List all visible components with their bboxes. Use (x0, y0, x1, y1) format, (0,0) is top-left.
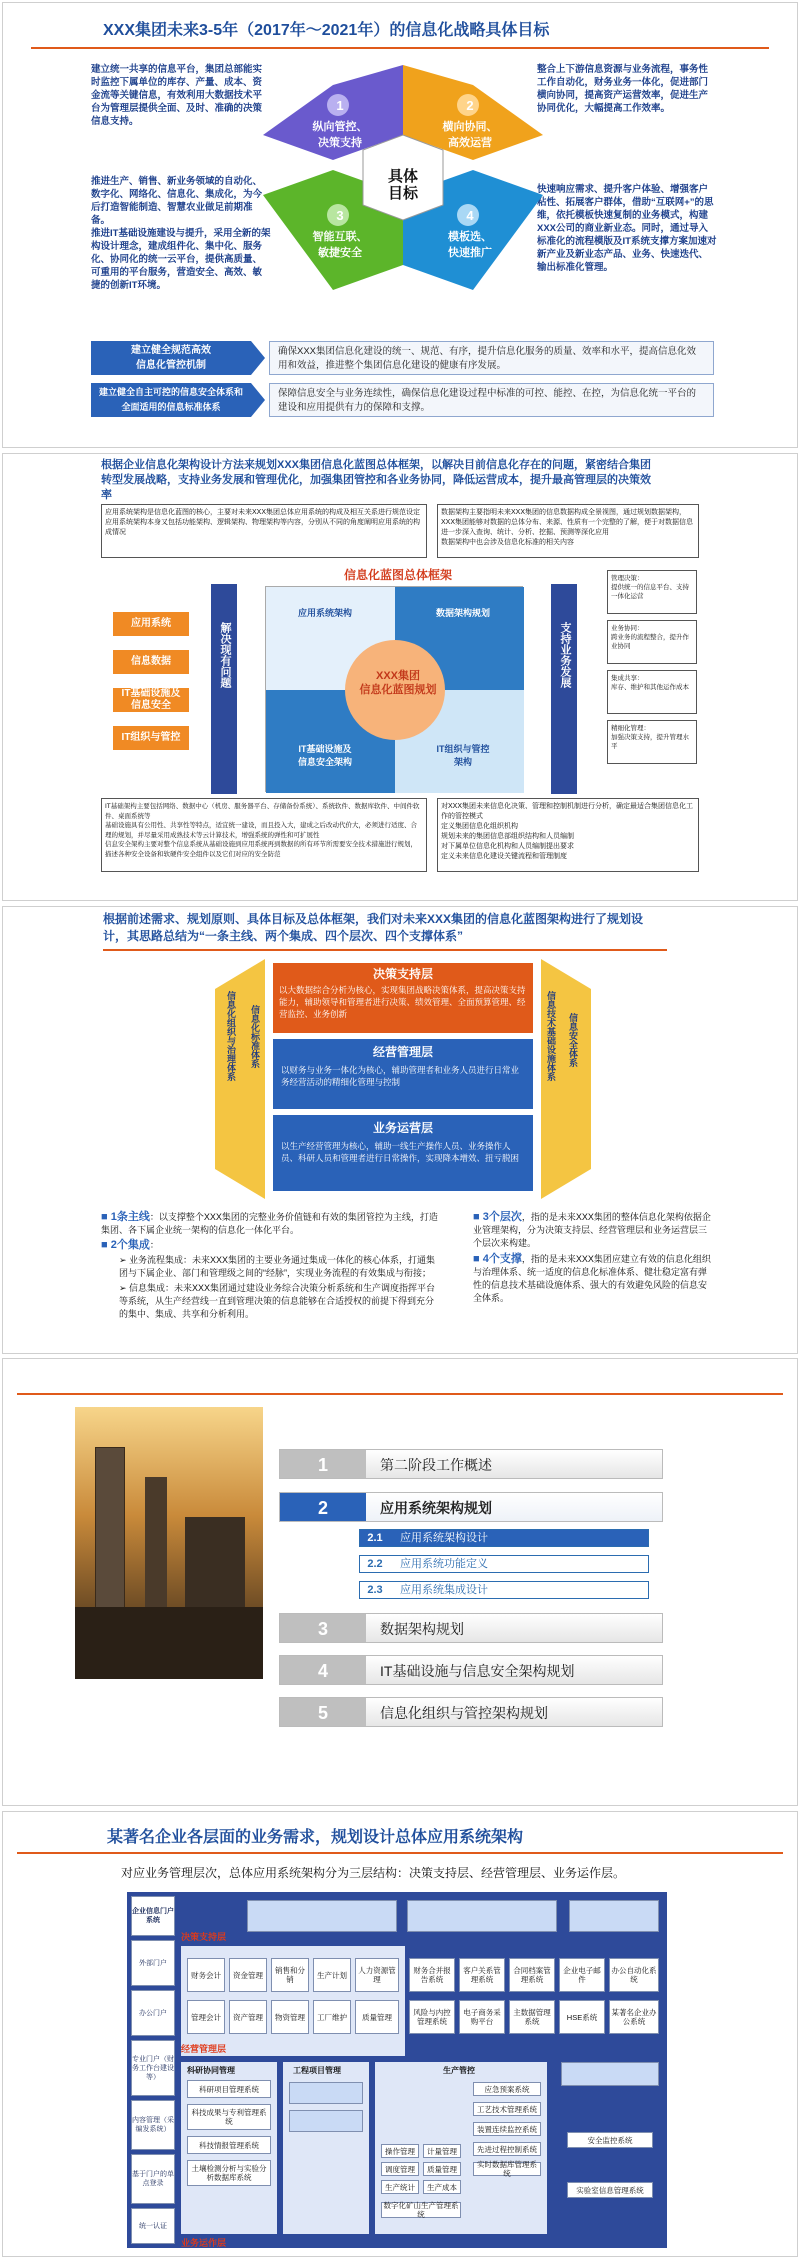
title-divider (103, 949, 667, 951)
agenda-number: 4 (280, 1656, 366, 1684)
points-right (473, 1211, 713, 1305)
agenda-number: 3 (280, 1614, 366, 1642)
agenda-item-5[interactable] (279, 1697, 663, 1727)
arrow-shape (251, 341, 265, 375)
point-supports: ■ 4个支撑，指的是未来XXX集团应建立有效的信息化组织与治理体系、统一适度的信息化标准体系、健壮稳定富有弹性的信息技术基础设施体系、强大的有效避免风险的信息安全体系。 (473, 1253, 711, 1303)
system-cell: 财务合并报告系统 (409, 1958, 455, 1992)
engineering-box (289, 2110, 363, 2132)
production-cell: 调度管理 (381, 2162, 419, 2176)
slide-title: XXX集团未来3-5年（2017年～2021年）的信息化战略具体目标 (103, 22, 550, 39)
agenda-label: 数据架构规划 (380, 1621, 464, 1637)
production-title: 生产管控 (443, 2066, 475, 2075)
governance-bar-text: 确保XXX集团信息化建设的统一、规范、有序，提升信息化服务的质量、效率和水平，提高信息化效用和效益，推进整个集团信息化建设的健康有序发展。 (269, 341, 714, 375)
layer-text: 以生产经营管理为核心，辅助一线生产操作人员、业务操作人员、科研人员和管理者进行日常操作，实现降本增效、扭亏脱困 (281, 1141, 520, 1163)
mgmt-cell: 物资管理 (271, 2000, 309, 2034)
agenda-item-1[interactable] (279, 1449, 663, 1479)
system-cell: 合同档案管理系统 (509, 1958, 555, 1992)
mgmt-cell: 资金管理 (229, 1958, 267, 1992)
puzzle-application: 应用系统架构 (297, 608, 352, 618)
point-integration: ■ 2个集成： (101, 1239, 159, 1251)
agenda-sub-label: 应用系统功能定义 (400, 1558, 488, 1570)
intro-text: 根据企业信息化架构设计方法来规划XXX集团信息化蓝图总体框架，以解决目前信息化存在的问题，紧密结合集团转型发展战略，支持业务发展和管理优化，加强集团管控和各业务协同，降低运营成本，提升最高管理层的决策效率 (101, 459, 652, 501)
puzzle-data: 数据架构规划 (435, 608, 490, 618)
agenda-number: 5 (280, 1698, 366, 1726)
agenda-number: 1 (280, 1450, 366, 1478)
goal-text-top-right: 整合上下游信息资源与业务流程，事务性工作自动化，财务业务一体化，促进部门横向协同，提高资产运营效率，促进生产协同优化，大幅提高工作效率。 (537, 64, 709, 114)
portal-label: 企业信息门户系统 (131, 1896, 175, 1936)
slide-title: 某著名企业各层面的业务需求，规划设计总体应用系统架构 (107, 1829, 524, 1846)
right-item-fine-mgmt: 精细化管理： 加强决策支持，提升管理水平 (607, 720, 697, 764)
layer-label-management: 经营管理层 (181, 2044, 227, 2054)
puzzle-infra: IT基础设施及 信息安全架构 (297, 744, 352, 767)
goal-1-number: 1 (336, 98, 344, 113)
goal-1-label: 纵向管控、 决策支持 (312, 121, 368, 149)
slide-application-architecture (2, 1811, 798, 2257)
left-pillar-label-2: 信息化标准体系 (250, 1005, 260, 1068)
goal-2-number: 2 (466, 98, 474, 113)
left-pillar-label: 信息化组织与治理体系 (226, 991, 236, 1081)
agenda-item-3[interactable] (279, 1613, 663, 1643)
system-cell: 某著名企业办公系统 (609, 2000, 659, 2034)
intro-text: 根据前述需求、规划原则、具体目标及总体框架，我们对未来XXX集团的信息化蓝图架构进行了规划设计，其思路总结为“一条主线、两个集成、四个层次、四个支撑体系” (103, 912, 644, 943)
point-layers: ■ 3个层次，指的是未来XXX集团的整体信息化架构依据企业管理架构，分为决策支持层、经营管理层和业务运营层三个层次来构建。 (473, 1211, 711, 1248)
left-col-sso: 基于门户的单点登录 (131, 2154, 175, 2204)
left-col-office: 办公门户 (131, 1990, 175, 2036)
mgmt-cell: 工厂维护 (313, 2000, 351, 2034)
title-divider (17, 1852, 783, 1854)
governance-bar-label: 建立健全规范高效 信息化管控机制 (91, 341, 251, 375)
ops-cell: 实验室信息管理系统 (567, 2182, 653, 2198)
left-btn-infra: IT基础设施及 信息安全 (113, 688, 189, 712)
decision-box-1 (247, 1900, 397, 1932)
note-organization: 对XXX集团未来信息化决策、管理和控制机制进行分析，确定最适合集团信息化工作的管控模式 定义集团信息化组织机构 规划未来的集团信息部组织结构和人员编制 对下属单位信息化机构和人员编制提出要求 定义未来信息化建设关键流程和管理制度 (437, 798, 699, 872)
agenda-label: 信息化组织与管控架构规划 (380, 1705, 548, 1721)
goal-4-label: 模板选、 快速推广 (448, 231, 492, 259)
layer-title: 决策支持层 (372, 967, 433, 981)
slide-agenda (2, 1358, 798, 1806)
layer-text: 以财务与业务一体化为核心，辅助管理者和业务人员进行日常业务经营活动的精细化管理与控制 (281, 1065, 520, 1087)
framework-title: 信息化蓝图总体框架 (343, 568, 452, 582)
subtitle: 对应业务管理层次，总体应用系统架构分为三层结构：决策支持层、经营管理层、业务运作层。 (121, 1866, 626, 1880)
goal-text-top-left: 建立统一共享的信息平台，集团总部能实时监控下属单位的库存、产量、成本、资金流等关键信息，有效利用大数据技术平台为管理层提供全面、及时、准确的决策信息支持。 (91, 64, 263, 127)
system-cell: 客户关系管理系统 (459, 1958, 505, 1992)
mgmt-cell: 生产计划 (313, 1958, 351, 1992)
system-cell: HSE系统 (559, 2000, 605, 2034)
mgmt-cell: 质量管理 (355, 2000, 399, 2034)
production-cell: 实时数据库管理系统 (473, 2162, 541, 2176)
agenda-label: 第二阶段工作概述 (380, 1457, 492, 1473)
mgmt-cell: 人力资源管理 (355, 1958, 399, 1992)
ops-cell: 安全监控系统 (567, 2132, 653, 2148)
goal-2-label: 横向协同、 高效运营 (442, 121, 498, 149)
right-pillar-label: 支持业务发展 (559, 622, 571, 688)
note-data: 数据架构主要指明未来XXX集团的信息数据构成全景视图，通过规划数据架构，XXX集团能够对数据的总体分布、来源、性质有一个完整的了解，便于对数据信息进一步深入查询、统计、分析、挖掘、预测等深化应用 数据架构中也会涉及信息化标准的相关内容 (437, 504, 699, 558)
system-cell: 企业电子邮件 (559, 1958, 605, 1992)
decision-box-3 (569, 1900, 659, 1932)
research-cell: 科技成果与专利管理系统 (187, 2104, 271, 2130)
mgmt-cell: 销售和分销 (271, 1958, 309, 1992)
decision-box-2 (407, 1900, 557, 1932)
production-cell: 生产统计 (381, 2180, 419, 2194)
point-main-line: ■ 1条主线：以支撑整个XXX集团的完整业务价值链和有效的集团管控为主线，打造集团、各下属企业统一架构的信息化一体化平台。 (101, 1211, 438, 1235)
note-application: 应用系统架构是信息化蓝图的核心，主要对未来XXX集团总体应用系统的构成及相互关系进行规范设定 应用系统架构本身又包括功能架构、逻辑架构、物理架构等内容，分别从不同的角度阐明应用系统的构成情况 (101, 504, 427, 558)
system-cell: 风险与内控管理系统 (409, 2000, 455, 2034)
puzzle-org: IT组织与管控 架构 (436, 744, 490, 767)
agenda-sub-number: 2.3 (367, 1584, 383, 1596)
ops-box (561, 2062, 659, 2086)
research-cell: 科研项目管理系统 (187, 2080, 271, 2098)
note-infrastructure: IT基础架构主要包括网络、数据中心（机房、服务器平台、存储备份系统）、系统软件、数据库软件、中间件软件、桌面系统等 基础设施具有公用性、共享性等特点，适宜统一建设，而且投入大，建成之后改动代价大，必须进行适度、合理的规划，并尽量采用成熟技术等云计算技术，增强系统的弹性和可扩展性 信息安全架构主要对整个信息系统从基础设施到应用系统再到数据的所有环节所需要安全技术措施进行规划，描述各种安全设备和软硬件安全组件以及它们对应的安全防范 (101, 798, 427, 872)
mgmt-cell: 资产管理 (229, 2000, 267, 2034)
production-cell: 生产成本 (423, 2180, 461, 2194)
agenda-label: 应用系统架构规划 (380, 1500, 492, 1516)
agenda-sub-label: 应用系统架构设计 (400, 1532, 488, 1544)
security-bar-text: 保障信息安全与业务连续性，确保信息化建设过程中标准的可控、能控、在控，为信息化统一平台的建设和应用提供有力的保障和支撑。 (269, 383, 714, 417)
right-pillar-label: 信息技术基础设施体系 (546, 991, 556, 1081)
mgmt-cell: 管理会计 (187, 2000, 225, 2034)
goal-text-bottom-right: 快速响应需求、提升客户体验、增强客户粘性、拓展客户群体，借助“互联网+”的思维，依托模板快速复制的业务模式，构建XXX公司的商业新业态。同时，通过导入标准化的流程模版及IT系统支撑方案加速对新产业及新业态产品、业务、快速迭代、输出标准化管理。 (537, 184, 717, 273)
left-pillar-label: 解决现有问题 (219, 622, 231, 688)
agenda-sub-number: 2.2 (367, 1558, 383, 1570)
security-bar-label: 建立健全自主可控的信息安全体系和 全面适用的信息标准体系 (91, 383, 251, 417)
research-title: 科研协同管理 (187, 2066, 235, 2075)
right-item-integration: 集成共享： 库存、维护和其他运作成本 (607, 670, 697, 714)
agenda-label: IT基础设施与信息安全架构规划 (380, 1663, 575, 1679)
left-btn-org: IT组织与管控 (113, 726, 189, 750)
sub-point-process: ➢ 业务流程集成：未来XXX集团的主要业务通过集成一体化的核心体系，打通集团与下属企业、部门和管理级之间的“经脉”，实现业务流程的有效集成与衔接； (119, 1255, 436, 1278)
slide-strategy-goals (2, 2, 798, 448)
left-col-content: 内容管理（采编发系统） (131, 2100, 175, 2150)
system-cell: 电子商务采购平台 (459, 2000, 505, 2034)
agenda-sub-2-3[interactable] (359, 1581, 649, 1599)
research-cell: 科技情报管理系统 (187, 2136, 271, 2154)
right-item-collab: 业务协同： 跨业务的流程整合，提升作业协同 (607, 620, 697, 664)
right-pillar-label-2: 信息安全体系 (568, 1013, 578, 1067)
left-pillar (211, 584, 237, 794)
right-pillar (551, 584, 577, 794)
production-cell: 质量管理 (423, 2162, 461, 2176)
system-cell: 办公自动化系统 (609, 1958, 659, 1992)
goal-4-number: 4 (466, 208, 474, 223)
production-cell: 数字化矿山生产管理系统 (381, 2202, 461, 2218)
agenda-sub-number: 2.1 (367, 1532, 383, 1544)
layer-title: 经营管理层 (372, 1045, 433, 1059)
goal-3-number: 3 (336, 208, 344, 223)
left-col-professional: 专业门户（财务工作台建设等） (131, 2040, 175, 2096)
industrial-photo (75, 1407, 263, 1679)
points-left (101, 1211, 441, 1321)
slide-architecture-layers (2, 906, 798, 1354)
layer-operations (271, 1113, 535, 1193)
production-cell: 操作管理 (381, 2144, 419, 2158)
arrow-shape (251, 383, 265, 417)
production-cell: 应急预案系统 (473, 2082, 541, 2096)
production-cell: 先进过程控制系统 (473, 2142, 541, 2156)
left-col-auth: 统一认证 (131, 2208, 175, 2244)
goal-text-bottom-left: 推进生产、销售、新业务领域的自动化、数字化、网络化、信息化、集成化，为今后打造智能制造、智慧农业做足前期准备。 推进IT基础设施建设与提升，采用全新的架构设计理念，建成组件化、集中化、服务化、协同化的统一云平台，提供高质量、可重用的平台服务，营造安全、高效、敏捷的创新IT环境。 (91, 176, 271, 291)
top-divider (17, 1393, 783, 1395)
engineering-box (289, 2082, 363, 2104)
production-cell: 计量管理 (423, 2144, 461, 2158)
sub-point-info: ➢ 信息集成：未来XXX集团通过建设业务综合决策分析系统和生产调度指挥平台等系统，从生产经营线一直到管理决策的信息能够在合适授权的前提下得到充分的集中、集成、共享和分析利用。 (119, 1283, 436, 1319)
center-label: 具体 目标 (387, 168, 418, 202)
agenda-item-4[interactable] (279, 1655, 663, 1685)
agenda-sub-2-1[interactable] (359, 1529, 649, 1547)
production-cell: 工艺技术管理系统 (473, 2102, 541, 2116)
layer-decision (271, 961, 535, 1035)
layer-title: 业务运营层 (372, 1121, 433, 1135)
title-divider (31, 47, 769, 49)
layer-label-decision: 决策支持层 (181, 1932, 227, 1942)
system-cell: 主数据管理系统 (509, 2000, 555, 2034)
agenda-number: 2 (280, 1493, 366, 1521)
agenda-sub-2-2[interactable] (359, 1555, 649, 1573)
core-label: XXX集团 信息化蓝图规划 (359, 670, 437, 696)
layer-management (271, 1037, 535, 1111)
layer-label-operations: 业务运作层 (181, 2238, 227, 2248)
left-btn-data: 信息数据 (113, 650, 189, 674)
slide-blueprint-framework (2, 453, 798, 901)
production-cell: 装置连续监控系统 (473, 2122, 541, 2136)
mgmt-cell: 财务会计 (187, 1958, 225, 1992)
agenda-sub-label: 应用系统集成设计 (400, 1584, 488, 1596)
research-cell: 土壤检测分析与实验分析数据库系统 (187, 2160, 271, 2186)
engineering-title: 工程项目管理 (293, 2066, 341, 2075)
agenda-item-2[interactable] (279, 1492, 663, 1522)
goal-3-label: 智能互联、 敏捷安全 (312, 231, 368, 259)
left-btn-application: 应用系统 (113, 612, 189, 636)
left-col-external: 外部门户 (131, 1940, 175, 1986)
right-item-decision: 管理决策： 提供统一的信息平台、支持一体化运营 (607, 570, 697, 614)
layer-text: 以大数据综合分析为核心，实现集团战略决策体系，提高决策支持能力，辅助领导和管理者进行决策、绩效管理、全面预算管理、经营监控、业务创新 (279, 985, 526, 1019)
